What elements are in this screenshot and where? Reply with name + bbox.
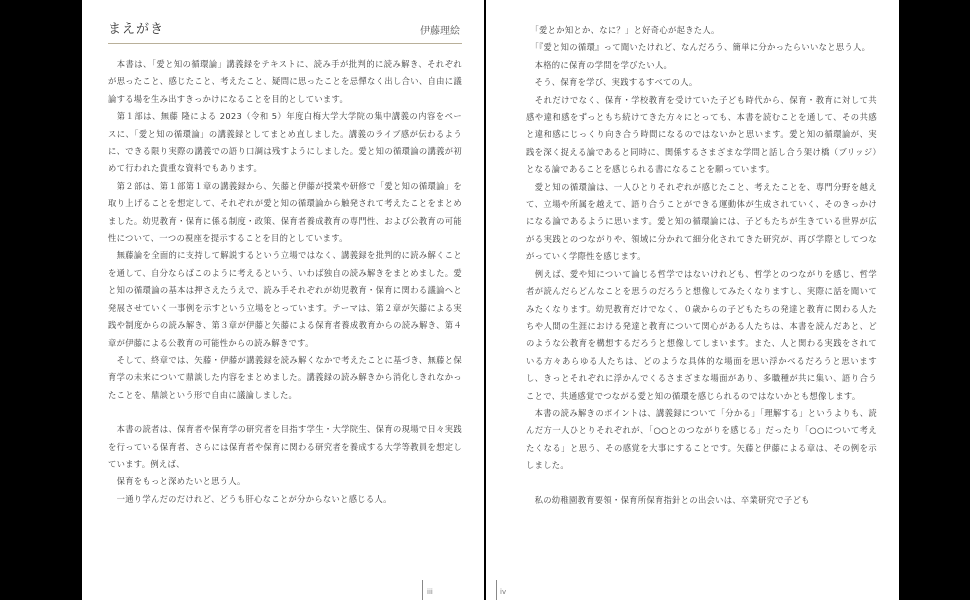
paragraph: 私の幼稚園教育要領・保育所保育指針との出会いは、卒業研究で子ども [526,494,810,505]
paragraph: 本書は、「愛と知の循環論」講義録をテキストに、読み手が批判的に読み解き、それぞれが思ったこと、感じたこと、考えたこと、疑問に思ったことを忌憚なく出し合い、自由に議論する場を生み出すきっかけになることを目的としています。 [108,59,462,104]
paragraph: それだけでなく、保育・学校教育を受けていた子ども時代から、保育・教育に対して共感や違和感をずっともち続けてきた方々にとっても、本書を読むことを通して、その共感と違和感にじっくり向き合う時間になるのではないかと思います。愛と知の循環論が、実践を深く捉える論であると同時に、関係するさまざまな学問と話し合う架け橋（ブリッジ）となる論であることを感じられる書になることを願っています。 [526,94,877,175]
left-page [82,0,484,600]
page-fold-line [422,580,423,600]
paragraph: そして、終章では、矢藤・伊藤が講義録を読み解くなかで考えたことに基づき、無藤と保育学の未来について鼎談した内容をまとめました。講義録の読み解きから消化しきれなかったことを、鼎談という形で自由に議論しました。 [108,354,462,400]
paragraph: 一通り学んだのだけれど、どうも肝心なことが分からないと感じる人。 [108,493,392,504]
page-number: iv [500,588,507,596]
paragraph: 第２部は、第１部第１章の講義録から、矢藤と伊藤が授業や研修で「愛と知の循環論」を取り上げることを想定して、それぞれが愛と知の循環論から触発されて考えたことをまとめました。幼児教育・保育に係る制度・政策、保育者養成教育の専門性、および公教育の可能性について、一つの視座を提示することを目的としています。 [108,180,462,244]
paragraph: 本書の読者は、保育者や保育学の研究者を目指す学生・大学院生、保育の現場で日々実践を行っている保育者、さらには保育者や保育に関わる研究者を養成する大学等教員を想定しています。例えば、 [108,424,462,469]
paragraph-gap [108,404,462,421]
page-number: iii [427,588,433,596]
paragraph: 本書の読み解きのポイントは、講義録について「分かる」「理解する」というよりも、読んだ方一人ひとりそれぞれが、「○○とのつながりを感じる」だったり「○○について考えたくなる」と思う、その感覚を大事にすることです。矢藤と伊藤による章は、その例を示しました。 [526,407,877,471]
chapter-title: まえがき [108,22,165,37]
paragraph: 「『愛と知の循環』って聞いたけれど、なんだろう、簡単に分かったらいいなと思う人。 [526,42,871,53]
paragraph: 「愛とか知とか、なに？」と好奇心が起きた人。 [526,25,720,35]
paragraph-gap [526,475,877,492]
author-name: 伊藤理絵 [420,26,460,37]
page-fold-line [496,580,497,600]
paragraph: 愛と知の循環論は、一人ひとりそれぞれが感じたこと、考えたことを、専門分野を越えて、立場や所属を越えて、語り合うことができる運動体が生成されていく、そのきっかけになる論であるように思います。愛と知の循環論には、子どもたちが生きている世界が広がる実践とのつながりや、領域に分かれて細分化されてきた研究が、再び学際としてつながっていく学際性を感じます。 [526,181,877,262]
paragraph: 本格的に保育の学問を学びたい人。 [526,59,673,70]
paragraph: 例えば、愛や知について論じる哲学ではないけれども、哲学とのつながりを感じ、哲学者が読んだらどんなことを思うのだろうと想像してみたくなりますし、実際に話を聞いてみたくなります。幼児教育だけでなく、０歳からの子どもたちの発達と教育に関わる人たちや人間の生涯における発達と教育について関心がある人たちは、本書を読んだあと、どのような公教育を構想するだろうと想像してしまいます。また、人と関わる実践をされている方々あらゆる人たちは、どのような具体的な場面を思い浮かべるだろうと思いますし、きっとそれぞれに浮かんでくるさまざまな場面があり、多職種が共に集い、語り合うことで、共通感覚でつながる愛と知の循環を感じられるのではないかとも想像します。 [526,268,877,401]
paragraph: 無藤論を全面的に支持して解説するという立場ではなく、講義録を批判的に読み解くことを通して、自分ならばこのように考えるという、いわば独自の読み解きをまとめました。愛と知の循環論の基本は押さえたうえで、読み手それぞれが幼児教育・保育に関わる議論へと発展させていく一事例を示すという立場をとっています。テーマは、第２章が矢藤による実践や制度からの読み解き、第３章が伊藤と矢藤による保育者養成教育からの読み解き、第４章が伊藤による公教育の可能性からの読み解きです。 [108,250,462,348]
paragraph: 保育をもっと深めたいと思う人。 [108,476,246,487]
title-row [108,18,462,44]
paragraph: そう、保育を学び、実践するすべての人。 [526,77,698,88]
paragraph: 第１部は、無藤 隆による 2023（令和 5）年度白梅大学大学院の集中講義の内容をベースに、「愛と知の循環論」の講義録としてまとめ直しました。講義のライブ感が伝わるように、できる限り実際の講義での語り口調は残すようにしました。愛と知の循環論の講義が初めて行われた貴重な資料でもあります。 [108,111,462,174]
right-page [486,0,899,600]
